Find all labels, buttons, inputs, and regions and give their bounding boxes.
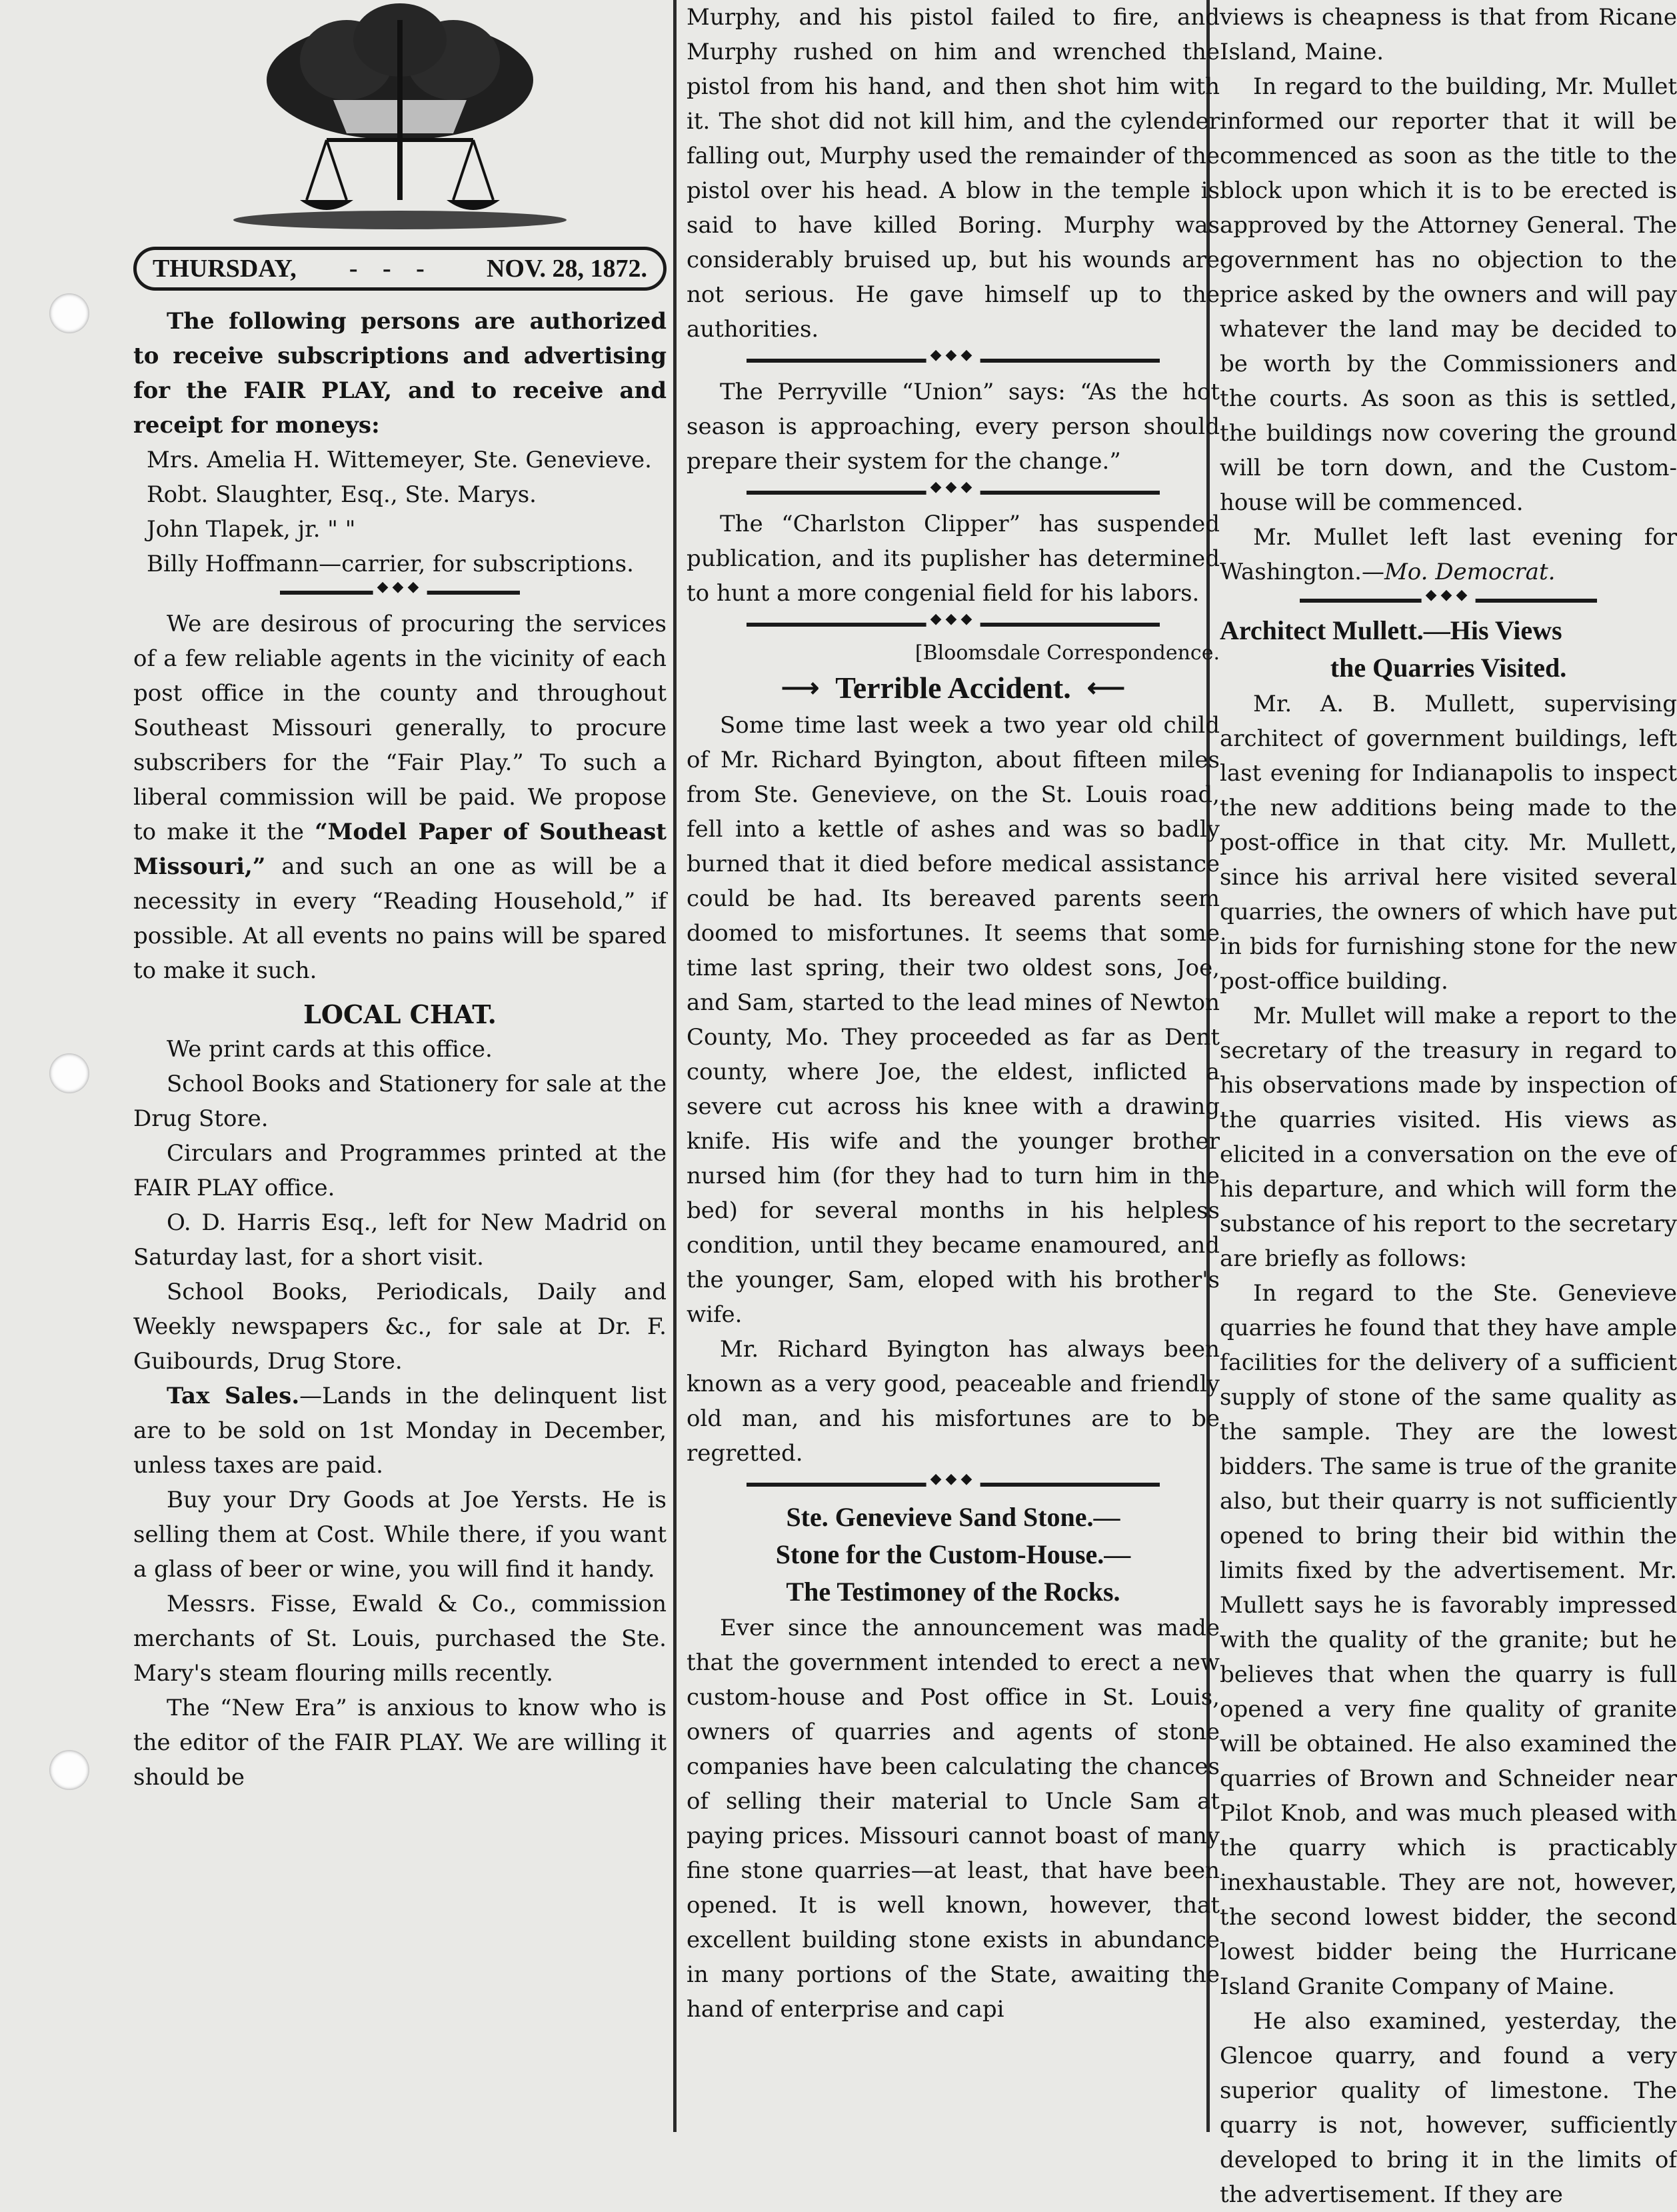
local-item: Circulars and Programmes printed at the FAIR PLAY office. xyxy=(133,1140,667,1201)
binder-hole-top xyxy=(49,293,89,333)
tax-sales-item xyxy=(133,1379,667,1483)
local-item: School Books and Stationery for sale at the Drug Store. xyxy=(133,1071,667,1132)
correspondence-credit: [Bloomsdale Correspondence. xyxy=(914,641,1220,665)
tax-sales-title: Tax Sales. xyxy=(167,1383,300,1409)
agents-wanted-model-paper: “Model Paper of Southeast Missouri,” xyxy=(133,819,667,880)
mullet-departure-item xyxy=(1220,520,1677,589)
local-item: We print cards at this office. xyxy=(167,1036,493,1063)
column-rule-1 xyxy=(673,0,677,2132)
local-chat-heading: LOCAL CHAT. xyxy=(303,999,497,1029)
left-arrow-icon: ⟵ xyxy=(1086,673,1126,703)
separator-rule xyxy=(747,359,1160,363)
architect-mullett-text: Mr. A. B. Mullett, supervising architect of government buildings, left last evening for Indianapolis to inspect the new additions being made to the post-office in that city. Mr. Mullett, since his arrival here visited several quarries, the owners of which have put in bids for furnishing stone for the new post-office building. xyxy=(1220,691,1677,995)
column-3 xyxy=(1220,0,1677,2208)
local-item: The “New Era” is anxious to know who is the editor of the FAIR PLAY. We are willing it should be xyxy=(133,1695,667,1791)
sand-stone-heading-1: Ste. Genevieve Sand Stone.— xyxy=(786,1502,1120,1532)
mullet-departure-text: Mr. Mullet left last evening for Washington.— xyxy=(1220,524,1677,585)
custom-house-building-text: In regard to the building, Mr. Mullet informed our reporter that it will be commenced as soon as the title to the block upon which it is to be erected is approved by the Attorney General. The government has no objection to the price asked by the owners and will pay whatever the land may be decided to be worth by the Commissioners and the courts. As soon as this is settled, the buildings now covering the ground will be torn down, and the Custom-house will be commenced. xyxy=(1220,73,1677,516)
agent-entry: Billy Hoffmann—carrier, for subscriptions. xyxy=(147,551,634,577)
agents-wanted-text-c: and such an one as will be a necessity in every “Reading Household,” if possible. At all events no pains will be spared to make it such. xyxy=(133,853,667,984)
murphy-article-continued: Murphy, and his pistol failed to fire, and Murphy rushed on him and wrenched the pistol from his hand, and then shot him with it. The shot did not kill him, and the cylender falling out, Murphy used the remainder of the pistol over his head. A blow in the temple is said to have killed Boring. Murphy was considerably bruised up, but his wounds are not serious. He gave himself up to the authorities. xyxy=(687,4,1220,343)
agent-entry: Mrs. Amelia H. Wittemeyer, Ste. Genevieve. xyxy=(147,447,652,473)
terrible-accident-heading xyxy=(687,668,1220,708)
sand-stone-heading-2: Stone for the Custom-House.— xyxy=(775,1539,1131,1569)
dateline-date: NOV. 28, 1872. xyxy=(486,255,647,283)
terrible-accident-text-2: Mr. Richard Byington has always been known as a very good, peaceable and friendly old man, and his misfortunes are to be regretted. xyxy=(687,1336,1220,1467)
tax-sales-text: —Lands in the delinquent list are to be sold on 1st Monday in December, unless taxes are paid. xyxy=(133,1383,667,1479)
binder-hole-bottom xyxy=(49,1750,89,1790)
local-item: O. D. Harris Esq., left for New Madrid on Saturday last, for a short visit. xyxy=(133,1209,667,1271)
terrible-accident-title: Terrible Accident. xyxy=(835,671,1071,705)
separator-rule xyxy=(747,491,1160,495)
agents-wanted-notice xyxy=(133,607,667,988)
separator-rule xyxy=(280,591,520,595)
separator-rule xyxy=(1300,599,1597,603)
previous-article-tail: views is cheapness is that from Ricane Island, Maine. xyxy=(1220,4,1677,65)
local-item: School Books, Periodicals, Daily and Weekly newspapers &c., for sale at Dr. F. Guibourds, Drug Store. xyxy=(133,1279,667,1375)
agents-wanted-text-a: We are desirous of procuring the services of a few reliable agents in the vicinity of each post office in the county and throughout Southeast Missouri generally, to procure subscribers for the “Fair Play.” To such a liberal commission will be paid. We propose to make it the xyxy=(133,611,667,845)
scales-of-justice-emblem xyxy=(227,0,573,240)
ste-genevieve-quarries-text: In regard to the Ste. Genevieve quarries he found that they have ample facilities for the delivery of a sufficient supply of stone of the same quality as the sample. They are the lowest bidders. The same is true of the granite also, but their quarry is not sufficiently opened to bring their bid within the limits fixed by the advertisement. Mr. Mullett says he is favorably impressed with the quality of the granite; but he believes that when the quarry is full opened a very fine quality of granite will be obtained. He also examined the quarries of Brown and Schneider near Pilot Knob, and was much pleased with the quarry which is practicably inexhaustable. They are not, however, the second lowest bidder, the second lowest bidder being the Hurricane Island Granite Company of Maine. xyxy=(1220,1280,1677,2000)
architect-mullett-heading-1: Architect Mullett.—His Views xyxy=(1220,615,1562,645)
separator-rule xyxy=(747,623,1160,627)
mullet-departure-source: Mo. Democrat. xyxy=(1384,559,1556,585)
local-item: Messrs. Fisse, Ewald & Co., commission merchants of St. Louis, purchased the Ste. Mary's steam flouring mills recently. xyxy=(133,1591,667,1687)
binder-hole-middle xyxy=(49,1053,89,1093)
local-item: Buy your Dry Goods at Joe Yersts. He is selling them at Cost. While there, if you want a glass of beer or wine, you will find it handy. xyxy=(133,1487,667,1583)
dateline xyxy=(133,247,667,291)
agent-entry: John Tlapek, jr. " " xyxy=(147,516,356,543)
column-2 xyxy=(687,0,1220,2132)
architect-mullett-heading-2: the Quarries Visited. xyxy=(1330,653,1567,683)
charlston-clipper-item: The “Charlston Clipper” has suspended publication, and its puplisher has determined to hunt a more congenial field for his labors. xyxy=(687,511,1220,607)
sand-stone-heading-3: The Testimoney of the Rocks. xyxy=(786,1577,1120,1607)
separator-rule xyxy=(747,1483,1160,1487)
terrible-accident-text: Some time last week a two year old child of Mr. Richard Byington, about fifteen miles from Ste. Genevieve, on the St. Louis road, fell into a kettle of ashes and was so badly burned that it died before medical assistance could be had. Its bereaved parents seem doomed to misfortunes. It seems that some time last spring, their two oldest sons, Joe, and Sam, started to the lead mines of Newton County, Mo. They proceeded as far as Dent county, where Joe, the eldest, inflicted a severe cut across his knee with a drawing knife. His wife and the younger brother nursed him (for they had to turn him in the bed) for several months in his helpless condition, until they became enamoured, and the younger, Sam, eloped with his brother's wife. xyxy=(687,712,1220,1328)
sand-stone-text: Ever since the announcement was made that the government intended to erect a new custom-house and Post office in St. Louis, owners of quarries and agents of stone companies have been calculating the chances of selling their material to Uncle Sam at paying prices. Missouri cannot boast of many fine stone quarries—at least, that have been opened. It is well known, however, that excellent building stone exists in abundance in many portions of the State, awaiting the hand of enterprise and capi xyxy=(687,1615,1220,2023)
dateline-day: THURSDAY, xyxy=(153,255,297,283)
authorized-agents-list xyxy=(133,443,667,581)
dateline-dashes: - - - xyxy=(349,255,434,283)
authorized-notice: The following persons are authorized to receive subscriptions and advertising for the FAIR PLAY, and to receive and receipt for moneys: xyxy=(133,308,667,439)
agent-entry: Robt. Slaughter, Esq., Ste. Marys. xyxy=(147,481,537,508)
right-arrow-icon: ⟶ xyxy=(781,673,820,703)
column-1 xyxy=(133,0,667,2132)
glencoe-quarry-text: He also examined, yesterday, the Glencoe quarry, and found a very superior quality of limestone. The quarry is not, however, sufficiently developed to bring it in the limits of the advertisement. If they are xyxy=(1220,2008,1677,2208)
mullett-report-text: Mr. Mullet will make a report to the secretary of the treasury in regard to his observations made by inspection of the quarries visited. His views as elicited in a conversation on the eve of his departure, and which will form the substance of his report to the secretary are briefly as follows: xyxy=(1220,1003,1677,1272)
perryville-union-item: The Perryville “Union” says: “As the hot season is approaching, every person should prepare their system for the change.” xyxy=(687,379,1220,475)
